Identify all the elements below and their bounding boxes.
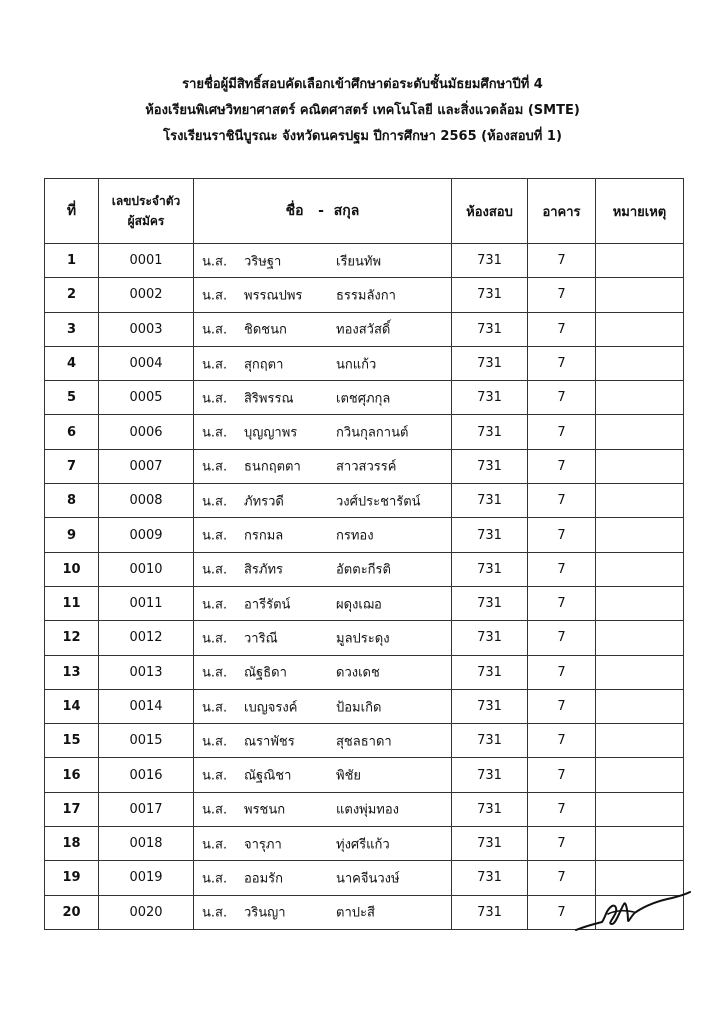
exam-room: 731 — [452, 552, 528, 586]
exam-room: 731 — [452, 792, 528, 826]
applicant-id: 0005 — [99, 381, 194, 415]
applicant-name — [194, 689, 452, 723]
remark — [596, 518, 684, 552]
name-first: ออมรัก — [244, 871, 284, 887]
name-first: ณัฐธิดา — [244, 665, 287, 681]
name-last: นาคจีนวงษ์ — [336, 871, 400, 887]
exam-room: 731 — [452, 449, 528, 483]
name-first: กรกมล — [244, 528, 284, 544]
table-row — [45, 689, 684, 723]
applicant-id: 0008 — [99, 484, 194, 518]
exam-room: 731 — [452, 518, 528, 552]
applicant-name — [194, 381, 452, 415]
name-prefix: น.ส. — [202, 288, 228, 304]
applicant-id: 0009 — [99, 518, 194, 552]
remark — [596, 827, 684, 861]
remark — [596, 244, 684, 278]
exam-room: 731 — [452, 621, 528, 655]
row-number: 12 — [45, 621, 99, 655]
name-prefix: น.ส. — [202, 597, 228, 613]
table-row — [45, 278, 684, 312]
building: 7 — [528, 312, 596, 346]
building: 7 — [528, 415, 596, 449]
name-last: เตชศุภกุล — [336, 391, 391, 407]
applicant-id: 0012 — [99, 621, 194, 655]
applicant-id: 0016 — [99, 758, 194, 792]
exam-room: 731 — [452, 655, 528, 689]
column-header-building: อาคาร — [528, 179, 596, 244]
name-first: พรชนก — [244, 802, 286, 818]
remark — [596, 552, 684, 586]
title-line-3: โรงเรียนราชินีบูรณะ จังหวัดนครปฐม ปีการศึกษา 2565 (ห้องสอบที่ 1) — [163, 129, 562, 144]
applicant-id: 0001 — [99, 244, 194, 278]
name-prefix: น.ส. — [202, 665, 228, 681]
column-header-remark: หมายเหตุ — [596, 179, 684, 244]
name-last: ผดุงเฌอ — [336, 597, 382, 613]
name-last: ป้อมเกิด — [336, 700, 382, 715]
applicant-name — [194, 827, 452, 861]
name-prefix: น.ส. — [202, 768, 228, 784]
exam-room: 731 — [452, 381, 528, 415]
row-number: 6 — [45, 415, 99, 449]
row-number: 18 — [45, 827, 99, 861]
table-row — [45, 827, 684, 861]
row-number: 11 — [45, 586, 99, 620]
applicant-id: 0010 — [99, 552, 194, 586]
name-prefix: น.ส. — [202, 357, 228, 373]
applicant-id: 0019 — [99, 861, 194, 895]
table-row — [45, 758, 684, 792]
applicant-name — [194, 484, 452, 518]
exam-room: 731 — [452, 484, 528, 518]
handwritten-signature-icon — [572, 880, 692, 940]
building: 7 — [528, 244, 596, 278]
name-last: เรียนทัพ — [336, 254, 382, 270]
building: 7 — [528, 552, 596, 586]
remark — [596, 415, 684, 449]
column-header-id-line2: ผู้สมัคร — [127, 214, 165, 228]
candidate-table — [44, 178, 684, 930]
exam-room: 731 — [452, 689, 528, 723]
name-prefix: น.ส. — [202, 391, 228, 407]
applicant-name — [194, 586, 452, 620]
table-row — [45, 484, 684, 518]
title-line-1: รายชื่อผู้มีสิทธิ์สอบคัดเลือกเข้าศึกษาต่อระดับชั้นมัธยมศึกษาปีที่ 4 — [182, 77, 543, 92]
row-number: 13 — [45, 655, 99, 689]
name-last: สาวสวรรค์ — [336, 459, 397, 475]
exam-room: 731 — [452, 415, 528, 449]
row-number: 1 — [45, 244, 99, 278]
name-prefix: น.ส. — [202, 837, 228, 853]
remark — [596, 312, 684, 346]
table-row — [45, 518, 684, 552]
name-last: กวินกุลกานต์ — [336, 425, 409, 441]
name-first: สุกฤตา — [244, 357, 284, 373]
row-number: 5 — [45, 381, 99, 415]
name-prefix: น.ส. — [202, 905, 228, 921]
name-last: ธรรมลังกา — [336, 288, 396, 304]
column-header-name: ชื่อ - สกุล — [194, 179, 452, 244]
applicant-id: 0007 — [99, 449, 194, 483]
name-first: ณราพัชร — [244, 734, 295, 750]
name-first: บุญญาพร — [244, 425, 298, 441]
name-prefix: น.ส. — [202, 494, 228, 510]
row-number: 2 — [45, 278, 99, 312]
applicant-name — [194, 724, 452, 758]
row-number: 20 — [45, 895, 99, 929]
title-line-2: ห้องเรียนพิเศษวิทยาศาสตร์ คณิตศาสตร์ เทคโนโลยี และสิ่งแวดล้อม (SMTE) — [145, 103, 580, 118]
name-first: อารีรัตน์ — [244, 597, 291, 613]
applicant-id: 0014 — [99, 689, 194, 723]
name-prefix: น.ส. — [202, 459, 228, 475]
row-number: 4 — [45, 346, 99, 380]
name-first: วรินญา — [244, 905, 286, 921]
name-first: ภัทรวดี — [244, 494, 284, 510]
building: 7 — [528, 861, 596, 895]
row-number: 17 — [45, 792, 99, 826]
applicant-id: 0004 — [99, 346, 194, 380]
row-number: 7 — [45, 449, 99, 483]
exam-room: 731 — [452, 861, 528, 895]
applicant-id: 0011 — [99, 586, 194, 620]
table-row — [45, 655, 684, 689]
row-number: 8 — [45, 484, 99, 518]
remark — [596, 278, 684, 312]
building: 7 — [528, 689, 596, 723]
applicant-id: 0003 — [99, 312, 194, 346]
remark — [596, 792, 684, 826]
column-header-no: ที่ — [45, 179, 99, 244]
name-prefix: น.ส. — [202, 631, 228, 647]
applicant-id: 0015 — [99, 724, 194, 758]
building: 7 — [528, 278, 596, 312]
table-row — [45, 552, 684, 586]
applicant-id: 0017 — [99, 792, 194, 826]
name-first: ธนกฤตตา — [244, 459, 301, 475]
applicant-name — [194, 518, 452, 552]
name-last: ทองสวัสดิ์ — [336, 322, 391, 338]
name-first: ชิดชนก — [244, 322, 287, 338]
document-header — [0, 72, 725, 150]
name-prefix: น.ส. — [202, 871, 228, 887]
applicant-name — [194, 552, 452, 586]
remark — [596, 724, 684, 758]
name-prefix: น.ส. — [202, 322, 228, 338]
applicant-id: 0020 — [99, 895, 194, 929]
applicant-name — [194, 346, 452, 380]
building: 7 — [528, 895, 596, 929]
exam-room: 731 — [452, 278, 528, 312]
name-prefix: น.ส. — [202, 425, 228, 441]
name-last: แตงพุ่มทอง — [336, 802, 400, 818]
name-last: อัตตะกีรติ — [336, 562, 391, 578]
exam-room: 731 — [452, 346, 528, 380]
table-row — [45, 244, 684, 278]
remark — [596, 449, 684, 483]
name-prefix: น.ส. — [202, 528, 228, 544]
table-row — [45, 792, 684, 826]
remark — [596, 381, 684, 415]
applicant-name — [194, 415, 452, 449]
name-first: วริษฐา — [244, 254, 282, 270]
name-last: นกแก้ว — [336, 357, 377, 373]
name-first: เบญจรงค์ — [244, 700, 298, 715]
row-number: 9 — [45, 518, 99, 552]
applicant-name — [194, 278, 452, 312]
building: 7 — [528, 381, 596, 415]
name-first: สิรภัทร — [244, 562, 284, 578]
name-first: จารุภา — [244, 837, 282, 853]
table-row — [45, 381, 684, 415]
remark — [596, 346, 684, 380]
building: 7 — [528, 518, 596, 552]
name-first: ณัฐณิชา — [244, 768, 292, 784]
remark — [596, 586, 684, 620]
table-row — [45, 312, 684, 346]
name-prefix: น.ส. — [202, 700, 228, 715]
table-body — [45, 244, 684, 930]
row-number: 16 — [45, 758, 99, 792]
table-row — [45, 449, 684, 483]
exam-room: 731 — [452, 724, 528, 758]
table-row — [45, 415, 684, 449]
building: 7 — [528, 484, 596, 518]
name-first: สิริพรรณ — [244, 391, 294, 407]
remark — [596, 621, 684, 655]
applicant-name — [194, 621, 452, 655]
name-prefix: น.ส. — [202, 802, 228, 818]
name-first: พรรณปพร — [244, 288, 303, 304]
applicant-name — [194, 861, 452, 895]
building: 7 — [528, 758, 596, 792]
applicant-name — [194, 655, 452, 689]
applicant-id: 0002 — [99, 278, 194, 312]
name-last: กรทอง — [336, 528, 374, 544]
applicant-name — [194, 792, 452, 826]
exam-room: 731 — [452, 586, 528, 620]
name-prefix: น.ส. — [202, 734, 228, 750]
row-number: 10 — [45, 552, 99, 586]
name-prefix: น.ส. — [202, 562, 228, 578]
building: 7 — [528, 792, 596, 826]
applicant-id: 0006 — [99, 415, 194, 449]
name-last: สุชลธาดา — [336, 734, 392, 750]
building: 7 — [528, 586, 596, 620]
applicant-name — [194, 244, 452, 278]
exam-room: 731 — [452, 244, 528, 278]
name-last: ดวงเดช — [336, 665, 380, 681]
exam-room: 731 — [452, 312, 528, 346]
name-last: พิชัย — [336, 768, 362, 784]
applicant-name — [194, 758, 452, 792]
name-last: วงศ์ประชารัตน์ — [336, 494, 421, 510]
name-prefix: น.ส. — [202, 254, 228, 270]
table-row — [45, 621, 684, 655]
building: 7 — [528, 724, 596, 758]
exam-room: 731 — [452, 895, 528, 929]
name-last: ทุ่งศรีแก้ว — [336, 837, 390, 853]
building: 7 — [528, 449, 596, 483]
row-number: 19 — [45, 861, 99, 895]
remark — [596, 758, 684, 792]
name-last: ตาปะสี — [336, 905, 375, 921]
column-header-room: ห้องสอบ — [452, 179, 528, 244]
column-header-id-line1: เลขประจำตัว — [111, 194, 181, 208]
table-row — [45, 724, 684, 758]
applicant-id: 0013 — [99, 655, 194, 689]
table-row — [45, 586, 684, 620]
applicant-id: 0018 — [99, 827, 194, 861]
applicant-name — [194, 895, 452, 929]
table-header-row — [45, 179, 684, 244]
row-number: 14 — [45, 689, 99, 723]
building: 7 — [528, 621, 596, 655]
remark — [596, 484, 684, 518]
column-header-applicant-id — [99, 179, 194, 244]
applicant-name — [194, 312, 452, 346]
remark — [596, 689, 684, 723]
name-first: วาริณี — [244, 631, 278, 647]
building: 7 — [528, 827, 596, 861]
row-number: 3 — [45, 312, 99, 346]
building: 7 — [528, 346, 596, 380]
applicant-name — [194, 449, 452, 483]
building: 7 — [528, 655, 596, 689]
exam-room: 731 — [452, 758, 528, 792]
remark — [596, 655, 684, 689]
row-number: 15 — [45, 724, 99, 758]
table-row — [45, 346, 684, 380]
name-last: มูลประดุง — [336, 631, 390, 647]
exam-room: 731 — [452, 827, 528, 861]
